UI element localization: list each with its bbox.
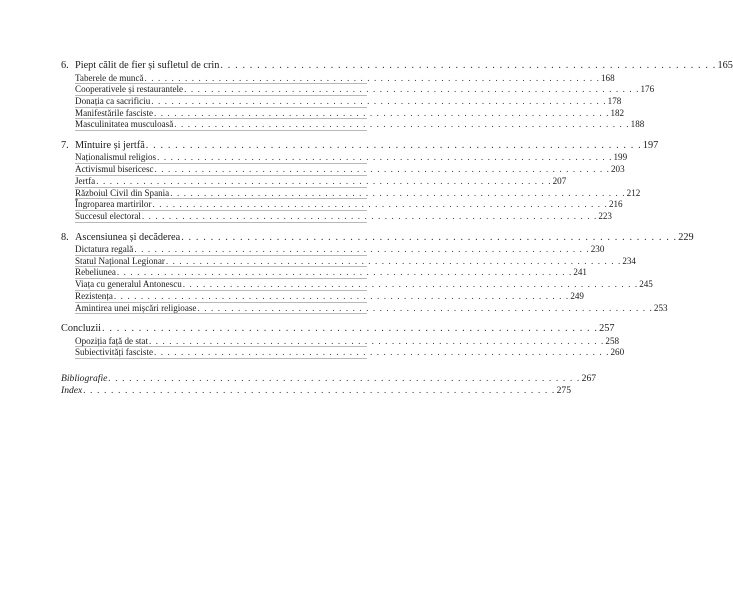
dot-leader: . . . . . . . . . . . . . . . . . . . . . . . . . . . . . . . . . . . . . . . . . . . . . . . . . . . . . . . . . . . . . . . . . . . . bbox=[174, 119, 630, 130]
dot-leader: . . . . . . . . . . . . . . . . . . . . . . . . . . . . . . . . . . . . . . . . . . . . . . . . . . . . . . . . . . . . . . . . . . . . bbox=[145, 139, 642, 151]
section-title: Rebeliunea bbox=[75, 267, 116, 278]
chapter-heading[interactable] bbox=[61, 59, 733, 73]
chapter-title: Ascensiunea și decăderea bbox=[75, 231, 181, 243]
section-title: Dictatura regală bbox=[75, 244, 134, 255]
page-number: 230 bbox=[590, 244, 605, 255]
section-entry[interactable] bbox=[61, 107, 625, 120]
page-number: 199 bbox=[613, 152, 628, 163]
chapter-title: Mîntuire și jertfă bbox=[75, 139, 145, 151]
page-number: 197 bbox=[642, 139, 659, 151]
conclusions-heading[interactable] bbox=[61, 322, 615, 336]
dot-leader: . . . . . . . . . . . . . . . . . . . . . . . . . . . . . . . . . . . . . . . . . . . . . . . . . . . . . . . . . . . . . . . . . . . . bbox=[141, 210, 598, 221]
page-number: 176 bbox=[640, 84, 655, 95]
section-entry[interactable] bbox=[61, 187, 641, 200]
section-title: Taberele de muncă bbox=[75, 72, 144, 83]
dot-leader: . . . . . . . . . . . . . . . . . . . . . . . . . . . . . . . . . . . . . . . . . . . . . . . . . . . . . . . . . . . . . . . . . . . . bbox=[182, 279, 639, 290]
section-entry[interactable] bbox=[61, 72, 615, 85]
dot-leader: . . . . . . . . . . . . . . . . . . . . . . . . . . . . . . . . . . . . . . . . . . . . . . . . . . . . . . . . . . . . . . . . . . . . bbox=[181, 231, 678, 243]
chapter-8 bbox=[61, 231, 694, 315]
dot-leader: . . . . . . . . . . . . . . . . . . . . . . . . . . . . . . . . . . . . . . . . . . . . . . . . . . . . . . . . . . . . . . . . . . . . bbox=[151, 95, 607, 106]
section-entry[interactable] bbox=[61, 199, 623, 211]
section-title: Subiectivități fasciste bbox=[75, 347, 154, 358]
section-entry[interactable] bbox=[61, 267, 587, 279]
section-title: Activismul bisericesc bbox=[75, 164, 154, 175]
dot-leader: . . . . . . . . . . . . . . . . . . . . . . . . . . . . . . . . . . . . . . . . . . . . . . . . . . . . . . . . . . . . . . . . . . . . bbox=[152, 199, 608, 210]
dot-leader: . . . . . . . . . . . . . . . . . . . . . . . . . . . . . . . . . . . . . . . . . . . . . . . . . . . . . . . . . . . . . . . . . . . . bbox=[154, 107, 610, 118]
section-entry[interactable] bbox=[61, 302, 668, 315]
section-entry[interactable] bbox=[61, 279, 653, 291]
chapter-number: 8. bbox=[61, 231, 69, 243]
chapter-title: Piept călit de fier și sufletul de crin bbox=[75, 60, 220, 71]
chapter-number: 7. bbox=[61, 139, 69, 151]
dot-leader: . . . . . . . . . . . . . . . . . . . . . . . . . . . . . . . . . . . . . . . . . . . . . . . . . . . . . . . . . . . . . . . . . . . . bbox=[197, 302, 653, 313]
page-number: 241 bbox=[573, 267, 587, 278]
conclusions-section bbox=[61, 322, 625, 359]
section-entry[interactable] bbox=[61, 175, 567, 188]
dot-leader: . . . . . . . . . . . . . . . . . . . . . . . . . . . . . . . . . . . . . . . . . . . . . . . . . . . . . . . . . . . . . . . . . . . . bbox=[165, 255, 622, 266]
dot-leader: . . . . . . . . . . . . . . . . . . . . . . . . . . . . . . . . . . . . . . . . . . . . . . . . . . . . . . . . . . . . . . . . . . . . bbox=[148, 335, 605, 346]
dot-leader: . . . . . . . . . . . . . . . . . . . . . . . . . . . . . . . . . . . . . . . . . . . . . . . . . . . . . . . . . . . . . . . . . . . . bbox=[220, 60, 717, 71]
page-number: 258 bbox=[605, 335, 620, 346]
section-title: Rezistența bbox=[75, 290, 113, 301]
dot-leader: . . . . . . . . . . . . . . . . . . . . . . . . . . . . . . . . . . . . . . . . . . . . . . . . . . . . . . . . . . . . . . . . . . . . bbox=[170, 187, 626, 198]
section-entry[interactable] bbox=[61, 164, 625, 176]
section-entry[interactable] bbox=[61, 244, 605, 256]
dot-leader: . . . . . . . . . . . . . . . . . . . . . . . . . . . . . . . . . . . . . . . . . . . . . . . . . . . . . . . . . . . . . . . . . . . . bbox=[113, 290, 570, 301]
section-title: Manifestările fasciste bbox=[75, 107, 154, 118]
section-title: Jertfa bbox=[75, 175, 96, 186]
page-number: 165 bbox=[717, 60, 733, 71]
dot-leader: . . . . . . . . . . . . . . . . . . . . . . . . . . . . . . . . . . . . . . . . . . . . . . . . . . . . . . . . . . . . . . . . . . . . bbox=[83, 384, 556, 396]
page-number: 178 bbox=[607, 95, 622, 106]
dot-leader: . . . . . . . . . . . . . . . . . . . . . . . . . . . . . . . . . . . . . . . . . . . . . . . . . . . . . . . . . . . . . . . . . . . . bbox=[184, 84, 640, 95]
dot-leader: . . . . . . . . . . . . . . . . . . . . . . . . . . . . . . . . . . . . . . . . . . . . . . . . . . . . . . . . . . . . . . . . . . . . bbox=[102, 323, 599, 335]
section-title: Războiul Civil din Spania bbox=[75, 187, 170, 198]
section-title: Statul Național Legionar bbox=[75, 255, 165, 266]
page-number: 207 bbox=[552, 175, 567, 186]
section-entry[interactable] bbox=[61, 290, 584, 303]
section-title: Opoziția față de stat bbox=[75, 335, 148, 346]
section-entry[interactable] bbox=[61, 347, 625, 359]
page-number: 245 bbox=[639, 279, 653, 290]
index-entry[interactable] bbox=[61, 384, 571, 397]
section-entry[interactable] bbox=[61, 119, 645, 131]
dot-leader: . . . . . . . . . . . . . . . . . . . . . . . . . . . . . . . . . . . . . . . . . . . . . . . . . . . . . . . . . . . . . . . . . . . . bbox=[134, 244, 590, 255]
section-title: Donația ca sacrificiu bbox=[75, 95, 151, 106]
section-title: Naționalismul religios bbox=[75, 152, 157, 163]
back-matter bbox=[61, 373, 597, 396]
section-title: Amintirea unei mișcări religioase bbox=[75, 302, 197, 313]
page-number: 182 bbox=[610, 107, 625, 118]
page-number: 188 bbox=[630, 119, 645, 130]
chapter-heading[interactable] bbox=[61, 231, 694, 245]
dot-leader: . . . . . . . . . . . . . . . . . . . . . . . . . . . . . . . . . . . . . . . . . . . . . . . . . . . . . . . . . . . . . . . . . . . . bbox=[154, 164, 610, 175]
page-number: 223 bbox=[598, 210, 612, 221]
conclusions-title: Concluzii bbox=[61, 323, 102, 335]
section-title: Succesul electoral bbox=[75, 210, 141, 221]
section-title: Viața cu generalul Antonescu bbox=[75, 279, 182, 290]
section-entry[interactable] bbox=[61, 255, 636, 268]
page-number: 275 bbox=[556, 384, 571, 396]
page-number: 267 bbox=[581, 373, 597, 385]
chapter-heading[interactable] bbox=[61, 139, 659, 153]
page-number: 203 bbox=[610, 164, 625, 175]
chapter-6 bbox=[61, 59, 733, 131]
page-number: 168 bbox=[600, 72, 615, 83]
section-entry[interactable] bbox=[61, 335, 620, 348]
section-entry[interactable] bbox=[61, 210, 612, 223]
section-entry[interactable] bbox=[61, 84, 655, 96]
dot-leader: . . . . . . . . . . . . . . . . . . . . . . . . . . . . . . . . . . . . . . . . . . . . . . . . . . . . . . . . . . . . . . . . . . . . bbox=[116, 267, 573, 278]
dot-leader: . . . . . . . . . . . . . . . . . . . . . . . . . . . . . . . . . . . . . . . . . . . . . . . . . . . . . . . . . . . . . . . . . . . . bbox=[157, 152, 613, 163]
table-of-contents bbox=[61, 59, 733, 404]
page-number: 212 bbox=[626, 187, 641, 198]
section-title: Cooperativele și restaurantele bbox=[75, 84, 184, 95]
index-title: Index bbox=[61, 384, 83, 396]
page-number: 229 bbox=[678, 231, 694, 243]
section-entry[interactable] bbox=[61, 152, 628, 164]
chapter-number: 6. bbox=[61, 60, 69, 71]
chapter-7 bbox=[61, 139, 659, 223]
section-title: Îngroparea martirilor bbox=[75, 199, 152, 210]
bibliography-title: Bibliografie bbox=[61, 373, 108, 385]
dot-leader: . . . . . . . . . . . . . . . . . . . . . . . . . . . . . . . . . . . . . . . . . . . . . . . . . . . . . . . . . . . . . . . . . . . . bbox=[96, 175, 552, 186]
page-number: 253 bbox=[653, 302, 668, 313]
section-entry[interactable] bbox=[61, 95, 622, 108]
dot-leader: . . . . . . . . . . . . . . . . . . . . . . . . . . . . . . . . . . . . . . . . . . . . . . . . . . . . . . . . . . . . . . . . . . . . bbox=[144, 72, 600, 83]
page-number: 234 bbox=[622, 255, 636, 266]
page-number: 249 bbox=[570, 290, 584, 301]
dot-leader: . . . . . . . . . . . . . . . . . . . . . . . . . . . . . . . . . . . . . . . . . . . . . . . . . . . . . . . . . . . . . . . . . . . . bbox=[108, 373, 581, 385]
page-number: 216 bbox=[608, 199, 623, 210]
dot-leader: . . . . . . . . . . . . . . . . . . . . . . . . . . . . . . . . . . . . . . . . . . . . . . . . . . . . . . . . . . . . . . . . . . . . bbox=[154, 347, 610, 358]
bibliography-entry[interactable] bbox=[61, 373, 597, 385]
page-number: 257 bbox=[599, 323, 615, 335]
section-title: Masculinitatea musculoasă bbox=[75, 119, 174, 130]
page-number: 260 bbox=[610, 347, 625, 358]
